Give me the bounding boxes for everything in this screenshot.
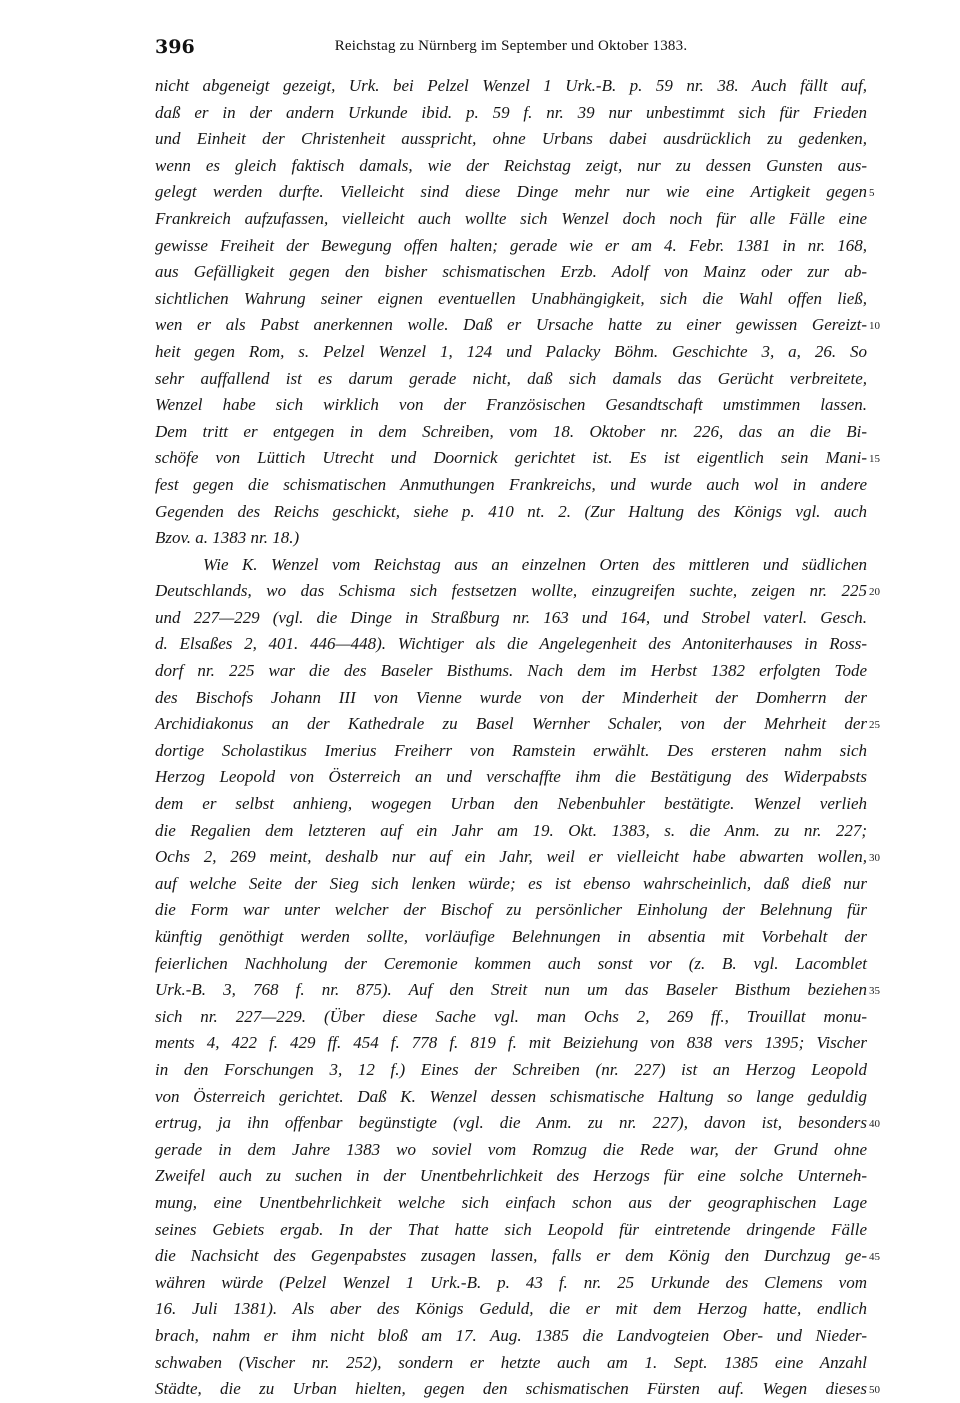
text-line: die Form war unter welcher der Bischof zu persönlicher Einholung der Belehnung für xyxy=(155,900,867,920)
text-line: Herzog Leopold von Österreich an und verschaffte ihm die Bestätigung des Widerpabsts xyxy=(155,767,867,787)
page-header xyxy=(155,36,867,62)
text-line: Ochs 2, 269 meint, deshalb nur auf ein Jahr, weil er vielleicht habe abwarten wollen, xyxy=(155,847,867,867)
running-title: Reichstag zu Nürnberg im September und Oktober 1383. xyxy=(334,38,688,54)
text-line: d. Elsaßes 2, 401. 446—448). Wichtiger als die Angelegenheit des Antoniterhauses in Ross- xyxy=(155,634,867,654)
text-line: auf welche Seite der Sieg sich lenken würde; es ist ebenso wahrscheinlich, daß dieß nur xyxy=(155,873,867,893)
text-line: Archidiakonus an der Kathedrale zu Basel Wernher Schaler, von der Mehrheit der xyxy=(155,714,867,734)
text-line: künftig genöthigt werden sollte, vorläufige Belehnungen in absentia mit Vorbehalt der xyxy=(155,927,867,946)
text-line: Wie K. Wenzel vom Reichstag aus an einzelnen Orten des mittleren und südlichen xyxy=(203,554,867,574)
text-line: die Regalien dem letzteren auf ein Jahr am 19. Okt. 1383, s. die Anm. zu nr. 227; xyxy=(155,820,867,840)
text-line: mung, eine Unentbehrlichkeit welche sich einfach schon aus der geographischen Lage xyxy=(155,1192,867,1212)
text-line: Urk.-B. 3, 768 f. nr. 875). Auf den Streit nun um das Baseler Bisthum beziehen xyxy=(155,980,867,1000)
text-line: sehr auffallend ist es darum gerade nicht, daß sich damals das Gerücht verbreitete, xyxy=(155,368,867,388)
text-line: ertrug, ja ihn offenbar begünstigte (vgl. die Anm. zu nr. 227), davon ist, besonders xyxy=(155,1113,867,1133)
text-line: schwaben (Vischer nr. 252), sondern er hetzte auch am 1. Sept. 1385 eine Anzahl xyxy=(155,1352,867,1372)
text-line: heit gegen Rom, s. Pelzel Wenzel 1, 124 und Palacky Böhm. Geschichte 3, a, 26. So xyxy=(155,341,867,361)
text-line: schöfe von Lüttich Utrecht und Doornick gerichtet ist. Es ist eigentlich sein Mani- xyxy=(155,448,867,468)
text-line: dortige Scholastikus Imerius Freiherr von Ramstein erwählt. Des ersteren nahm sich xyxy=(155,740,867,760)
text-line: Städte, die zu Urban hielten, gegen den schismatischen Fürsten auf. Wegen dieses xyxy=(155,1379,867,1399)
text-line: ments 4, 422 f. 429 ff. 454 f. 778 f. 819 f. mit Beiziehung von 838 vers 1395; Vischer xyxy=(155,1033,867,1053)
line-number: 40 xyxy=(869,1118,880,1131)
text-line: Bzov. a. 1383 nr. 18.) xyxy=(155,528,300,548)
text-line: Dem tritt er entgegen in dem Schreiben, vom 18. Oktober nr. 226, das an die Bi- xyxy=(155,421,867,441)
text-line: wenn es gleich faktisch damals, wie der Reichstag zeigt, nur zu dessen Gunsten aus- xyxy=(155,155,867,175)
text-line: feierlichen Nachholung der Ceremonie kommen auch sonst vor (z. B. vgl. Lacomblet xyxy=(155,953,867,973)
text-line: brach, nahm er ihm nicht bloß am 17. Aug. 1385 die Landvogteien Ober- und Nieder- xyxy=(155,1325,867,1345)
text-line: nicht abgeneigt gezeigt, Urk. bei Pelzel Wenzel 1 Urk.-B. p. 59 nr. 38. Auch fällt auf, xyxy=(155,76,867,95)
text-line: gerade in dem Jahre 1383 wo soviel vom Romzug die Rede war, der Grund ohne xyxy=(155,1139,867,1159)
text-line: Zweifel auch zu suchen in der Unentbehrlichkeit des Herzogs für eine solche Unterneh- xyxy=(155,1166,867,1186)
text-line: dorf nr. 225 war die des Baseler Bisthums. Nach dem im Herbst 1382 erfolgten Tode xyxy=(155,661,867,681)
text-line: Gegenden des Reichs geschickt, siehe p. 410 nt. 2. (Zur Haltung des Königs vgl. auch xyxy=(155,501,867,521)
line-number: 15 xyxy=(869,453,880,466)
text-line: sichtlichen Wahrung seiner eignen eventuellen Unabhängigkeit, sich die Wahl offen ließ, xyxy=(155,288,867,308)
line-number: 25 xyxy=(869,719,880,732)
line-number: 30 xyxy=(869,852,880,865)
line-number: 45 xyxy=(869,1251,880,1264)
line-number: 10 xyxy=(869,320,880,333)
text-line: 16. Juli 1381). Als aber des Königs Geduld, die er mit dem Herzog hatte, endlich xyxy=(155,1299,867,1319)
text-line: Frankreich aufzufassen, vielleicht auch wollte sich Wenzel doch noch für alle Fälle eine xyxy=(155,208,867,228)
line-number: 35 xyxy=(869,985,880,998)
text-line: dem er selbst anhieng, wogegen Urban den Nebenbuhler bestätigte. Wenzel verlieh xyxy=(155,794,867,814)
text-line: fest gegen die schismatischen Anmuthungen Frankreichs, und wurde auch wol in andere xyxy=(155,474,867,494)
text-line: wen er als Pabst anerkennen wolle. Daß er Ursache hatte zu einer gewissen Gereizt- xyxy=(155,315,867,335)
text-line: aus Gefälligkeit gegen den bisher schismatischen Erzb. Adolf von Mainz oder zur ab- xyxy=(155,262,867,282)
text-line: von Österreich gerichtet. Daß K. Wenzel dessen schismatische Haltung so lange geduldig xyxy=(155,1086,867,1106)
text-line: gewisse Freiheit der Bewegung offen halten; gerade wie er am 4. Febr. 1381 in nr. 168, xyxy=(155,235,867,255)
text-line: währen würde (Pelzel Wenzel 1 Urk.-B. p. 43 f. nr. 25 Urkunde des Clemens vom xyxy=(155,1272,867,1292)
text-line: in den Forschungen 3, 12 f.) Eines der Schreiben (nr. 227) ist an Herzog Leopold xyxy=(155,1059,867,1079)
text-line: und Einheit der Christenheit ausspricht, ohne Urbans dabei ausdrücklich zu gedenken, xyxy=(155,129,867,149)
body-text xyxy=(155,73,867,1403)
text-line: und 227—229 (vgl. die Dinge in Straßburg nr. 163 und 164, und Strobel vaterl. Gesch. xyxy=(155,607,867,627)
line-number: 50 xyxy=(869,1384,880,1397)
text-line: Wenzel habe sich wirklich von der Französischen Gesandtschaft umstimmen lassen. xyxy=(155,395,867,415)
line-number: 20 xyxy=(869,586,880,599)
text-line: die Nachsicht des Gegenpabstes zusagen lassen, falls er dem König den Durchzug ge- xyxy=(155,1246,867,1266)
text-line: sich nr. 227—229. (Über diese Sache vgl. man Ochs 2, 269 ff., Trouillat monu- xyxy=(155,1006,867,1026)
line-number: 5 xyxy=(869,187,875,200)
page-number: 396 xyxy=(155,36,195,58)
text-line: gelegt werden durfte. Vielleicht sind diese Dinge mehr nur wie eine Artigkeit gegen xyxy=(155,182,867,202)
text-line: seines Gebiets ergab. In der That hatte sich Leopold für eintretende dringende Fälle xyxy=(155,1219,867,1239)
text-line: des Bischofs Johann III von Vienne wurde von der Minderheit der Domherrn der xyxy=(155,687,867,707)
text-line: daß er in der andern Urkunde ibid. p. 59 f. nr. 39 nur unbestimmt sich für Frieden xyxy=(155,102,867,122)
text-line: Deutschlands, wo das Schisma sich festsetzen wollte, einzugreifen suchte, zeigen nr. 225 xyxy=(155,581,867,601)
